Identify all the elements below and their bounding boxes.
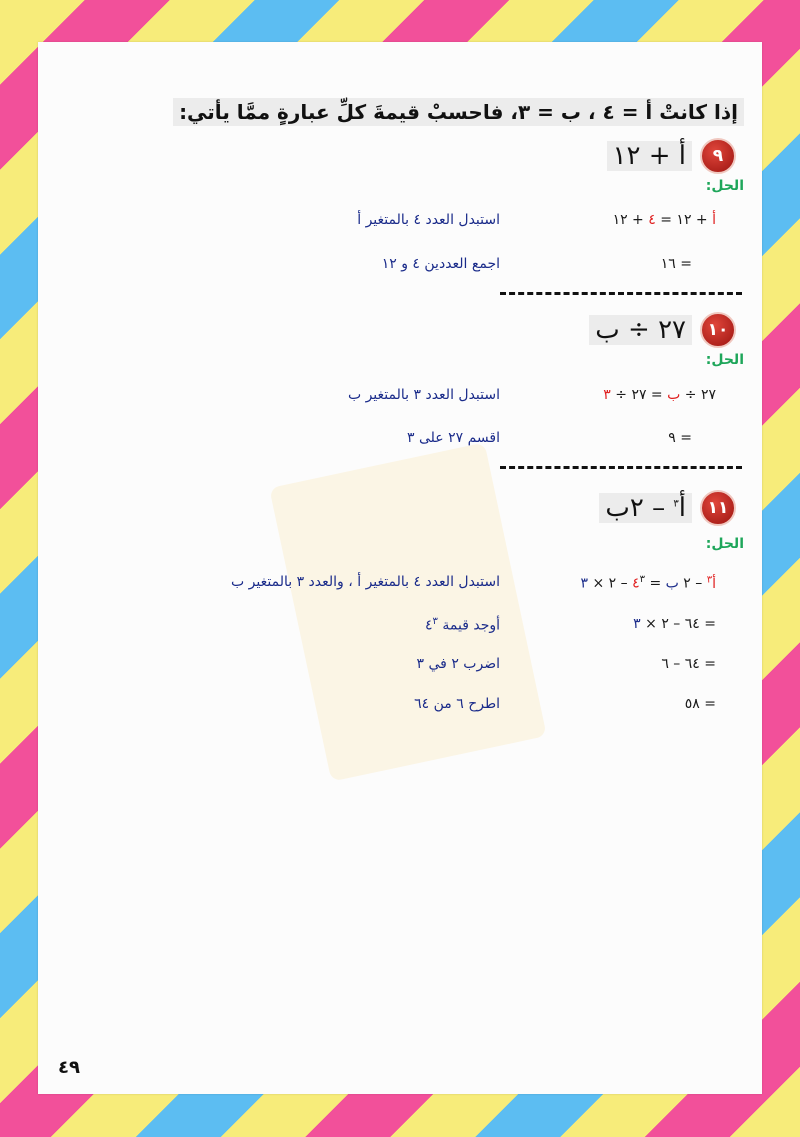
step-math: ٢٧ ÷ ب = ٢٧ ÷ ٣ <box>603 387 716 403</box>
solution-label: الحل: <box>705 178 744 194</box>
step-explanation: اقسم ٢٧ على ٣ <box>407 430 500 446</box>
page-number: ٤٩ <box>58 1057 80 1078</box>
problem-expression: ٢٧ ÷ ب <box>589 315 692 345</box>
step-math: = ١٦ <box>660 256 692 272</box>
problem-11-header <box>599 490 736 526</box>
step-math: = ٦٤ – ٦ <box>661 656 716 672</box>
solution-label: الحل: <box>705 536 744 552</box>
step-explanation: أوجد قيمة $٤^٣$ <box>425 616 500 634</box>
instructions: إذا كانتْ أ = ٤ ، ب = ٣، فاحسبْ قيمةَ كلِّ عبارةٍ ممَّا يأتي: <box>173 98 744 126</box>
solution-label: الحل: <box>705 352 744 368</box>
problem-10-header <box>589 312 736 348</box>
problem-expression: أ$^٣$ – ٢ب <box>599 493 692 523</box>
problem-number-badge: ١١ <box>700 490 736 526</box>
step-explanation: اطرح ٦ من ٦٤ <box>414 696 500 712</box>
step-math: = ٥٨ <box>684 696 716 712</box>
worksheet-page <box>38 42 762 1094</box>
step-math: أ + ١٢ = ٤ + ١٢ <box>612 212 716 228</box>
step-explanation: اضرب ٢ في ٣ <box>416 656 500 672</box>
step-explanation: استبدل العدد ٤ بالمتغير أ <box>357 212 500 228</box>
watermark <box>269 442 547 781</box>
step-math: = ٦٤ – ٢ × ٣ <box>633 616 716 632</box>
step-explanation: استبدل العدد ٤ بالمتغير أ ، والعدد ٣ بالمتغير ب <box>231 574 500 590</box>
step-explanation: اجمع العددين ٤ و ١٢ <box>381 256 500 272</box>
step-math: أ$^٣$ – ٢ ب = $٤^٣$ – ٢ × ٣ <box>580 574 716 592</box>
problem-9-header <box>607 138 736 174</box>
problem-number-badge: ١٠ <box>700 312 736 348</box>
step-math: = ٩ <box>668 430 692 446</box>
step-explanation: استبدل العدد ٣ بالمتغير ب <box>347 387 500 403</box>
problem-number-badge: ٩ <box>700 138 736 174</box>
problem-expression: أ + ١٢ <box>607 141 692 171</box>
separator <box>500 292 742 295</box>
separator <box>500 466 742 469</box>
